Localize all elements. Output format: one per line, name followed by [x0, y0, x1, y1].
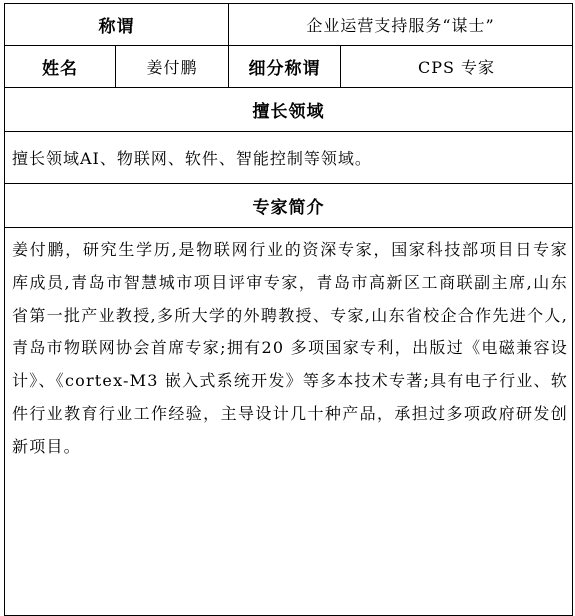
title-label: 称谓	[5, 4, 229, 46]
name-value: 姜付鹏	[116, 46, 229, 88]
expertise-heading: 擅长领域	[5, 88, 573, 132]
title-value: 企业运营支持服务“谋士”	[229, 4, 573, 46]
profile-heading: 专家简介	[5, 184, 573, 228]
profile-row	[5, 228, 573, 616]
name-label: 姓名	[5, 46, 116, 88]
name-row	[5, 46, 573, 88]
expertise-text: 擅长领域AI、物联网、软件、智能控制等领域。	[5, 132, 573, 184]
expert-profile-table	[4, 3, 573, 616]
sub-title-value: CPS 专家	[341, 46, 573, 88]
expertise-row	[5, 132, 573, 184]
profile-heading-row	[5, 184, 573, 228]
profile-text: 姜付鹏，研究生学历,是物联网行业的资深专家，国家科技部项目日专家库成员,青岛市智慧城市项目评审专家，青岛市高新区工商联副主席,山东省第一批产业教授,多所大学的外聘教授、专家,山东省校企合作先进个人,青岛市物联网协会首席专家;拥有20 多项国家专利，出版过《电磁兼容设计》、《cortex-M3 嵌入式系统开发》等多本技术专著;具有电子行业、软件行业教育行业工作经验，主导设计几十种产品，承担过多项政府研发创新项目。	[5, 228, 573, 616]
title-row	[5, 4, 573, 46]
expertise-heading-row	[5, 88, 573, 132]
sub-title-label: 细分称谓	[229, 46, 341, 88]
